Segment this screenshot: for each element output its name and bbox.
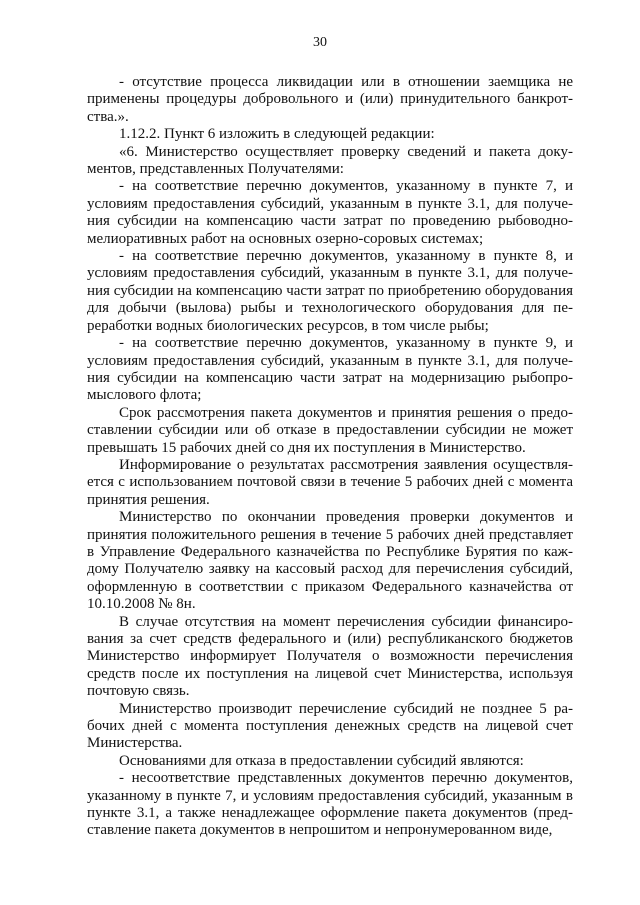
paragraph: - на соответствие перечню документов, указанному в пункте 8, и условиям предоставления субсидий, указанным в пункте 3.1, для получения субсидии на компенсацию части затрат по приобретению оборудования для добычи (вылова) рыбы и технологического оборудования для переработки водных биологических ресурсов, в том числе рыбы; <box>87 248 573 334</box>
paragraph: - на соответствие перечню документов, указанному в пункте 9, и условиям предоставления субсидий, указанным в пункте 3.1, для получения субсидии на компенсацию части затрат на модернизацию рыбопромыслового флота; <box>87 335 573 404</box>
paragraph: «6. Министерство осуществляет проверку сведений и пакета документов, представленных Получателями: <box>87 143 573 178</box>
paragraph: - несоответствие представленных документов перечню документов, указанному в пункте 7, и условиям предоставления субсидий, указанным в пункте 3.1, а также ненадлежащее оформление пакета документов (представление пакета документов в непрошитом и непронумерованном виде, <box>87 770 573 839</box>
paragraph: Основаниями для отказа в предоставлении субсидий являются: <box>119 752 524 769</box>
paragraph: Информирование о результатах рассмотрения заявления осуществляется с использованием почтовой связи в течение 5 рабочих дней с момента принятия решения. <box>87 456 573 508</box>
paragraph: Министерство производит перечисление субсидий не позднее 5 рабочих дней с момента поступления денежных средств на лицевой счет Министерства. <box>87 700 573 752</box>
paragraph: - на соответствие перечню документов, указанному в пункте 7, и условиям предоставления субсидий, указанным в пункте 3.1, для получения субсидии на компенсацию части затрат по проведению рыбоводно-мелиоративных работ на основных озерно-соровых системах; <box>87 178 573 247</box>
paragraph: 1.12.2. Пункт 6 изложить в следующей редакции: <box>119 126 435 143</box>
document-body <box>87 74 573 840</box>
paragraph: В случае отсутствия на момент перечисления субсидии финансирования за счет средств федерального и (или) республиканского бюджетов Министерство информирует Получателя о возможности перечисления средств после их поступления на лицевой счет Министерства, используя почтовую связь. <box>87 613 573 700</box>
page-number: 30 <box>313 35 327 50</box>
paragraph: Срок рассмотрения пакета документов и принятия решения о предоставлении субсидии или об отказе в предоставлении субсидии не может превышать 15 рабочих дней со дня их поступления в Министерство. <box>87 404 573 456</box>
paragraph: - отсутствие процесса ликвидации или в отношении заемщика не применены процедуры добровольного и (или) принудительного банкротства.». <box>87 74 573 125</box>
paragraph: Министерство по окончании проведения проверки документов и принятия положительного решения в течение 5 рабочих дней представляет в Управление Федерального казначейства по Республике Бурятия по каждому Получателю заявку на кассовый расход для перечисления субсидий, оформленную в соответствии с приказом Федерального казначейства от 10.10.2008 № 8н. <box>87 509 573 613</box>
